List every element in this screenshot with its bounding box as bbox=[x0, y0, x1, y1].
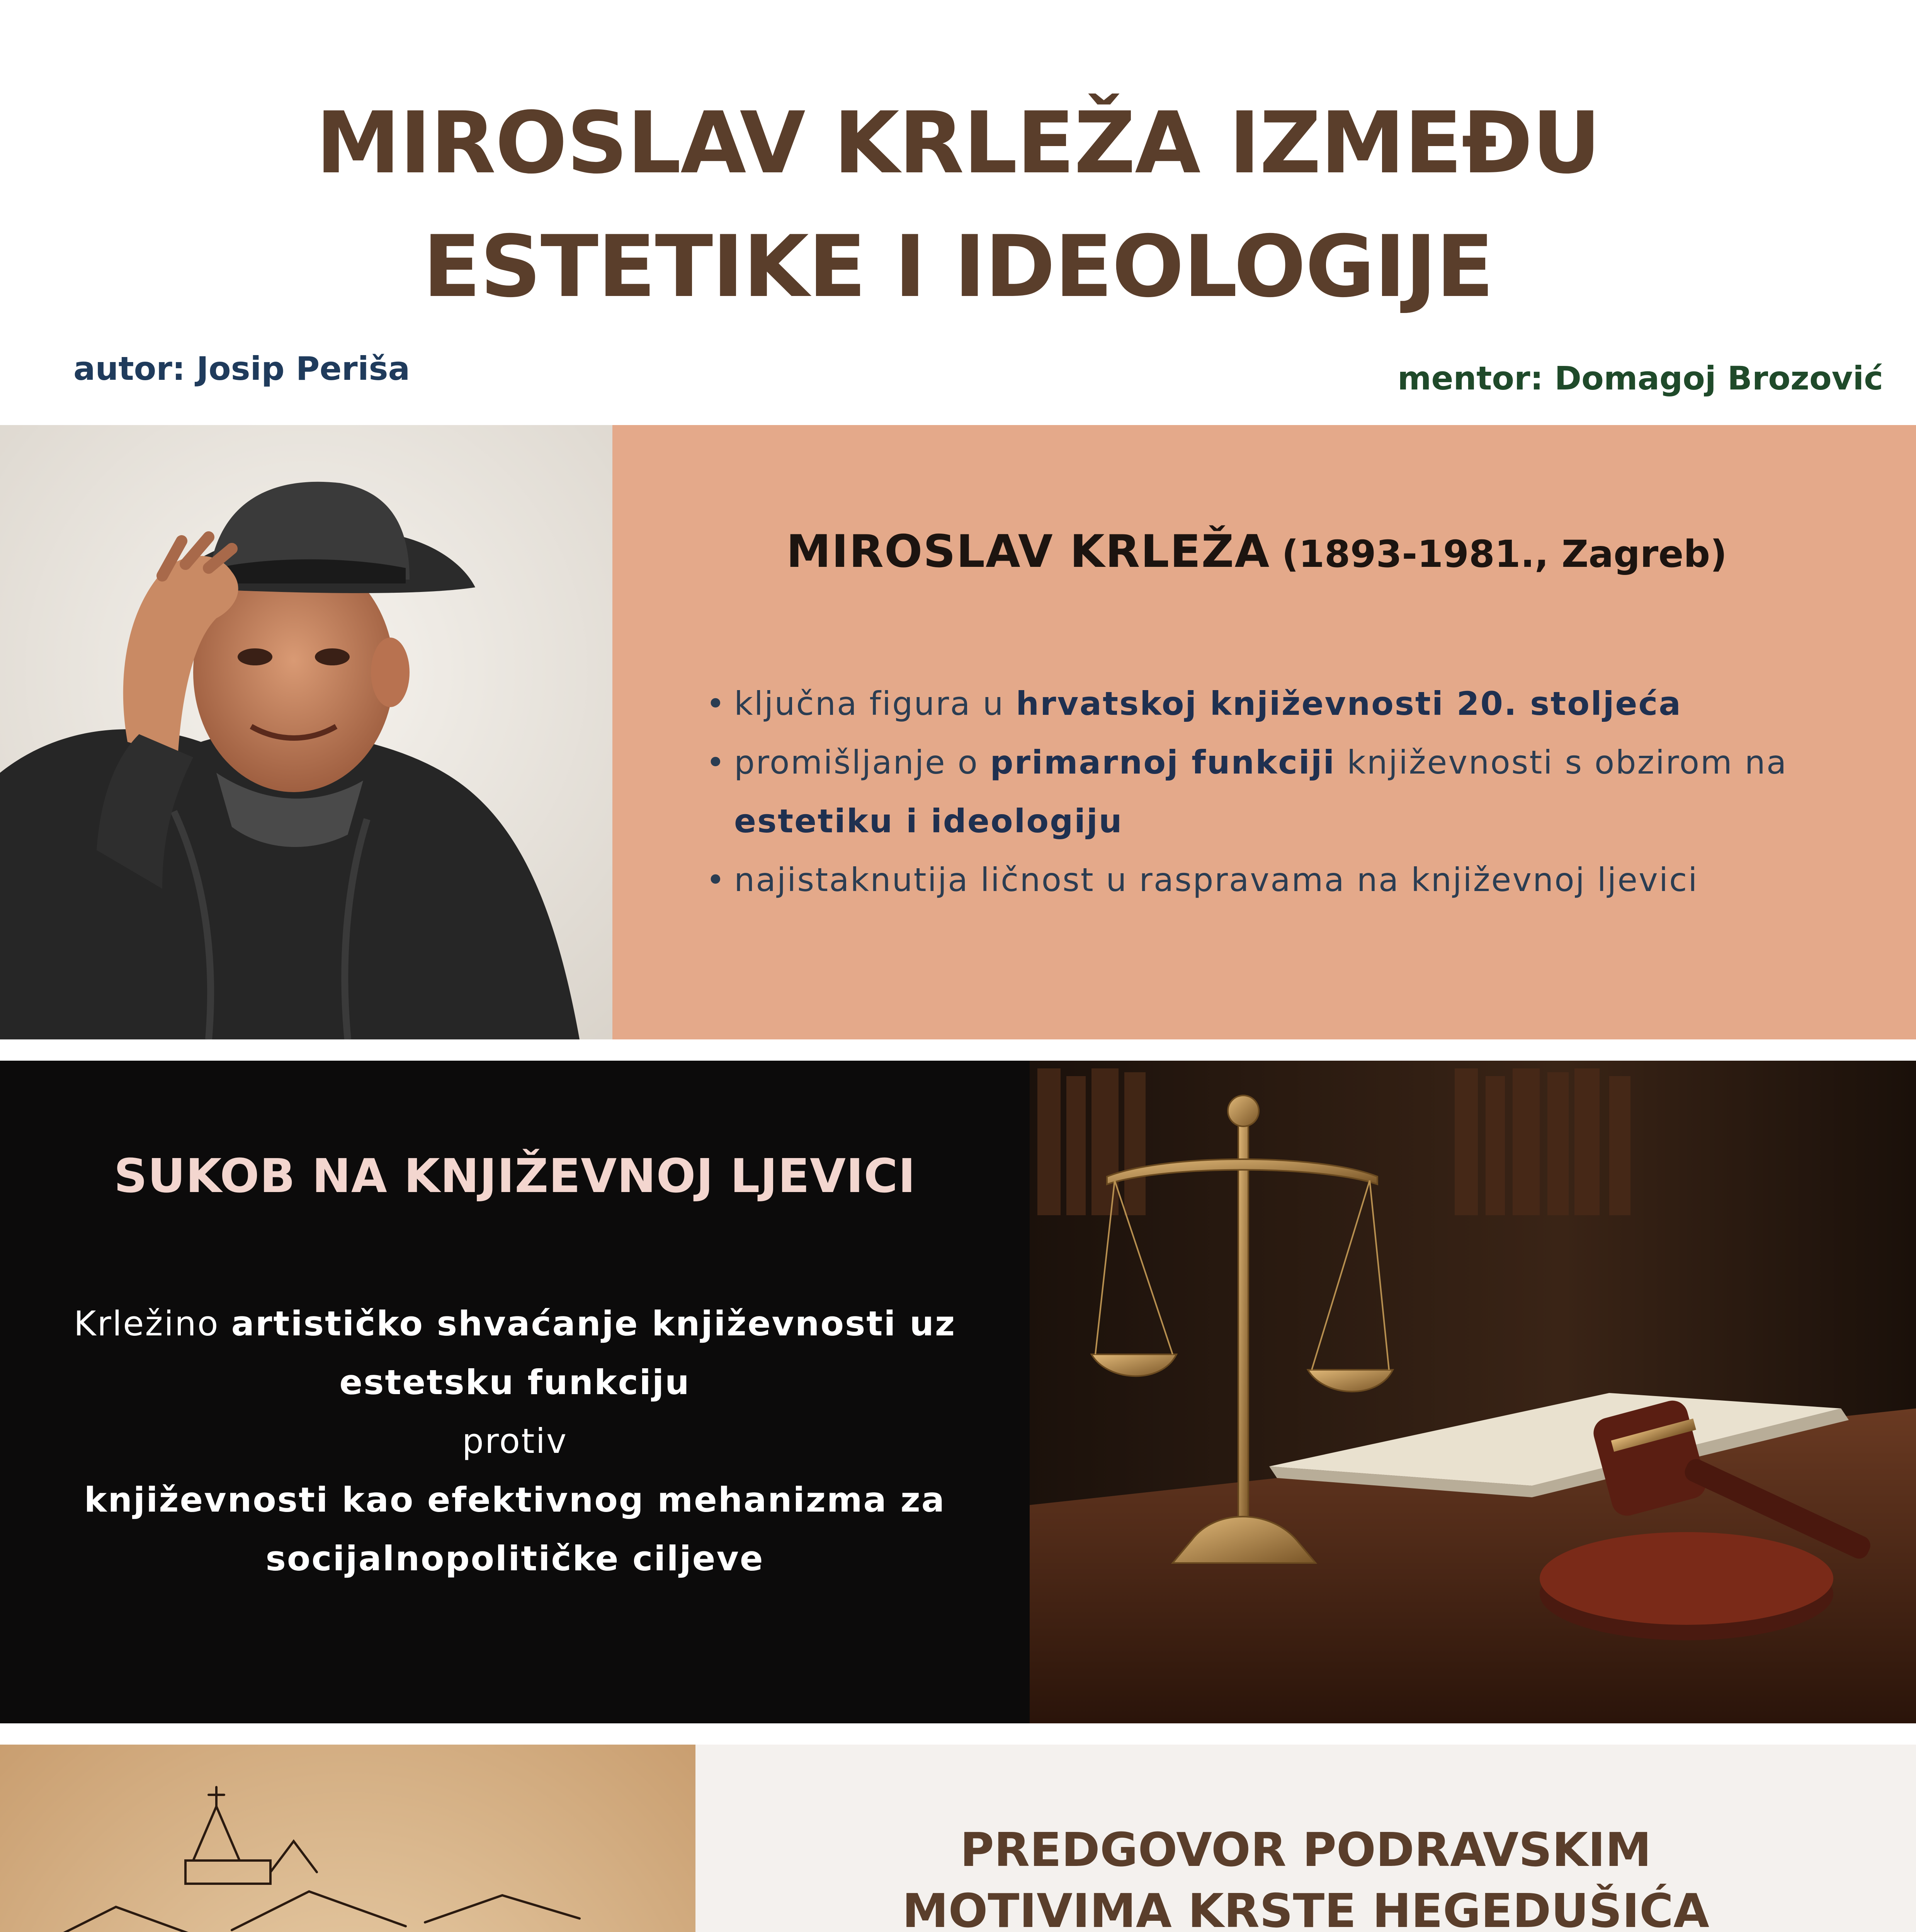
conflict-line-1-bold: artističko shvaćanje književnosti uz estetsku funkciju bbox=[231, 1304, 956, 1402]
justice-scales-photo bbox=[1030, 1061, 1916, 1723]
hegedusic-sketch-image bbox=[0, 1745, 695, 1932]
title-line-1: MIROSLAV KRLEŽA IZMEĐU bbox=[316, 94, 1600, 192]
scales-gavel-illustration bbox=[1030, 1061, 1916, 1723]
krleza-dates: (1893-1981., Zagreb) bbox=[1282, 532, 1727, 576]
author-credit: autor: Josip Periša bbox=[73, 350, 410, 388]
conflict-line-1-plain: Krležino bbox=[73, 1304, 231, 1344]
conflict-text bbox=[46, 1294, 983, 1588]
krleza-heading bbox=[786, 526, 1727, 578]
sketch-illustration bbox=[0, 1745, 695, 1932]
mentor-credit: mentor: Domagoj Brozović bbox=[1397, 359, 1883, 397]
krleza-fact-text-segment: ključna figura u bbox=[734, 685, 1016, 723]
conflict-line-1 bbox=[46, 1294, 983, 1412]
krleza-name: MIROSLAV KRLEŽA bbox=[786, 526, 1270, 578]
preface-heading bbox=[695, 1820, 1916, 1932]
krleza-fact-item bbox=[701, 733, 1822, 850]
krleza-fact-item bbox=[701, 674, 1822, 733]
portrait-illustration bbox=[0, 425, 612, 1039]
krleza-portrait-photo bbox=[0, 425, 612, 1039]
conflict-line-3: književnosti kao efektivnog mehanizma za socijalnopolitičke ciljeve bbox=[84, 1480, 946, 1578]
preface-heading-line-2: MOTIVIMA KRSTE HEGEDUŠIĆA bbox=[902, 1884, 1709, 1932]
krleza-fact-text-segment: književnosti s obzirom na bbox=[1335, 743, 1788, 781]
krleza-fact-item bbox=[701, 850, 1822, 909]
preface-heading-line-1: PREDGOVOR PODRAVSKIM bbox=[960, 1823, 1652, 1877]
krleza-fact-text-segment: estetiku i ideologiju bbox=[734, 802, 1123, 840]
krleza-fact-text-segment: primarnoj funkciji bbox=[990, 743, 1336, 781]
krleza-fact-text-segment: najistaknutija ličnost u raspravama na književnoj ljevici bbox=[734, 861, 1698, 899]
krleza-fact-text-segment: hrvatskoj književnosti 20. stoljeća bbox=[1016, 685, 1682, 723]
conflict-heading: SUKOB NA KNJIŽEVNOJ LJEVICI bbox=[114, 1150, 916, 1203]
title-line-2: ESTETIKE I IDEOLOGIJE bbox=[423, 217, 1493, 316]
poster-title bbox=[0, 81, 1916, 328]
krleza-facts-list bbox=[701, 674, 1822, 909]
krleza-fact-text-segment: promišljanje o bbox=[734, 743, 990, 781]
conflict-line-2: protiv bbox=[462, 1421, 568, 1461]
